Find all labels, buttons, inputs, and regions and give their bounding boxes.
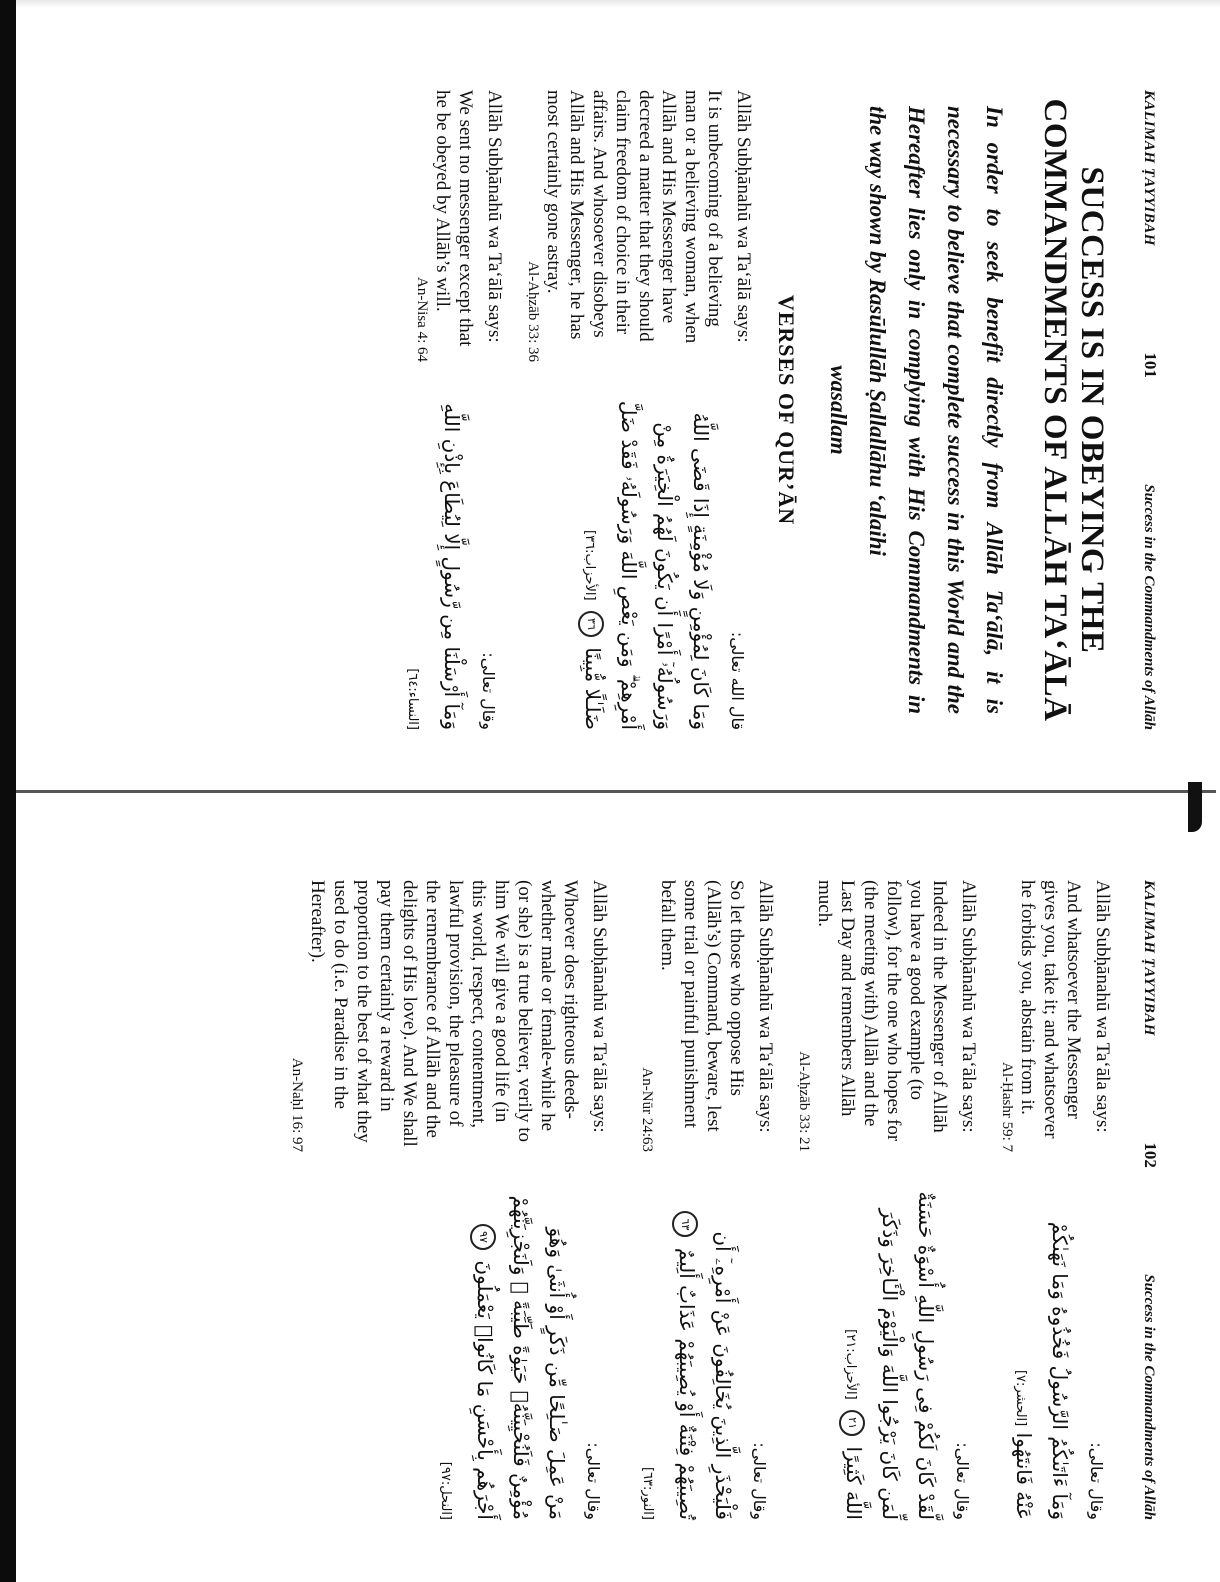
verse-reference: Al-Aḥzāb 33: 36 bbox=[525, 261, 541, 362]
verse-translation bbox=[795, 880, 980, 1152]
running-head bbox=[1128, 90, 1160, 730]
verse-text: We sent no messenger except that he be obeyed by Allāh’s will. bbox=[432, 90, 476, 347]
verse-intro: Allāh Subḥānahū wa Ta‘āla says: bbox=[1092, 880, 1113, 1133]
verse-text: Whoever does righteous deeds-whether male or female-while he (or she) is a true believer, verily to him We will give a good life (in this world, respect, contentment, lawful provision, the pleasure of the remembrance of Allāh and the delights of His love). And We shall pay them certainly a reward in proportion to the best of what they used to do (i.e. Paradise in the Hereafter). bbox=[307, 880, 581, 1147]
running-head-book-title: KALIMAH ṬAYYIBAH bbox=[1141, 90, 1157, 246]
verse-translation bbox=[394, 90, 506, 362]
running-head-chapter: Success in the Commandments of Allāh bbox=[1141, 1274, 1157, 1520]
verse-reference: Al-Aḥzāb 33: 21 bbox=[796, 1051, 812, 1152]
scan-edge bbox=[0, 0, 16, 1582]
arabic-text: وَمَا كَانَ لِمُؤْمِنٍ وَلَا مُؤْمِنَةٍ إِذَا قَضَى اللَّهُ وَرَسُولُهُۥٓ أَمْرًا أَن يَكُونَ لَهُمُ الْخِيَرَةُ مِنْ أَمْرِهِمْ ۗ وَمَن يَعْصِ اللَّهَ وَرَسُولَهُۥ فَقَدْ ضَلَّ ضَلَـٰلًا مُّبِينًا bbox=[581, 400, 713, 730]
arabic-intro: وقال تعالى: bbox=[479, 652, 498, 730]
scan-top-edge bbox=[16, 0, 1220, 8]
ayah-end-marker: ٢١ bbox=[840, 1410, 866, 1436]
arabic-intro: وقال تعالى: bbox=[953, 1442, 972, 1520]
verse-intro: Allāh Subḥānahū wa Ta‘ālā says: bbox=[589, 880, 610, 1133]
verse-intro: Allāh Subḥānahū wa Ta‘ālā says: bbox=[733, 90, 754, 343]
verse-arabic bbox=[288, 1190, 611, 1520]
running-head bbox=[1128, 880, 1160, 1520]
verse-arabic bbox=[998, 1190, 1114, 1520]
arabic-intro: وقال تعالى: bbox=[1087, 1442, 1106, 1520]
verse-text: Indeed in the Messenger of Allāh you have a good example (to follow), for the one who hopes for (the meeting with) Allāh and the Last Day and remembers Allāh much. bbox=[814, 880, 950, 1142]
verse-translation bbox=[629, 880, 777, 1152]
verse-text: It is unbecoming of a believing man or a believing woman, when Allāh and His Messenger have decreed a matter that they should claim freedom of choice in their affairs. And whosoever disobeys Allāh and His Messenger, he has most certainly gone astray. bbox=[543, 90, 725, 344]
verse-arabic bbox=[629, 1190, 777, 1520]
arabic-reference: [النور:٦٣] bbox=[640, 1467, 655, 1520]
arabic-reference: [الأحزاب:٣٦] bbox=[582, 530, 597, 601]
ayah-end-marker: ٩٧ bbox=[471, 1224, 497, 1250]
page-102 bbox=[90, 860, 1160, 1540]
verse-arabic bbox=[795, 1190, 980, 1520]
verse-text: And whatsoever the Messenger gives you, take it; and whatsoever he forbids you, abstain from it. bbox=[1017, 880, 1084, 1139]
running-head-chapter: Success in the Commandments of Allāh bbox=[1141, 484, 1157, 730]
verse-intro: Allāh Subḥānahū wa Ta‘ālā says: bbox=[484, 90, 505, 343]
verse-block bbox=[795, 880, 980, 1520]
verse-reference: An-Naḥl 16: 97 bbox=[289, 1057, 305, 1152]
verse-reference: Al-Ḥashr 59: 7 bbox=[999, 1062, 1015, 1152]
verse-arabic bbox=[524, 400, 755, 730]
page-fold bbox=[16, 790, 1216, 793]
arabic-text: فَلْيَحْذَرِ الَّذِينَ يُخَالِفُونَ عَنْ أَمْرِهِۦٓ أَن تُصِيبَهُمْ فِتْنَةٌ أَوْ يُصِيبَهُمْ عَذَابٌ أَلِيمٌ bbox=[675, 1231, 735, 1520]
section-title: VERSES OF QUR’ĀN bbox=[774, 294, 799, 526]
arabic-text: مَنْ عَمِلَ صَـٰلِحًا مِّن ذَكَرٍ أَوْ أُنثَىٰ وَهُوَ مُؤْمِنٌ فَلَنُحْيِيَنَّهُۥ حَيَوٰةً طَيِّبَةً ۖ وَلَنَجْزِيَنَّهُمْ أَجْرَهُم بِأَحْسَنِ مَا كَانُوا۟ يَعْمَلُونَ bbox=[473, 1195, 569, 1520]
arabic-reference: [الحشر:٧] bbox=[1013, 1369, 1028, 1427]
arabic-intro: وقال تعالى: bbox=[584, 1442, 603, 1520]
page-number: 102 bbox=[1141, 1142, 1160, 1168]
verse-intro: Allāh Subḥānahū wa Ta‘ālā says: bbox=[755, 880, 776, 1133]
verse-block bbox=[524, 90, 755, 730]
intro-text: In order to seek benefit directly from Allāh Ta‘ālā, it is necessary to believe that complete success in this World and the Hereafter lies only in complying with His Commandments in the way shown by Rasūlullāh Ṣallallāhu ‘alaihi bbox=[865, 106, 1007, 714]
ayah-end-marker: ٦٣ bbox=[673, 1211, 699, 1237]
ayah-end-marker: ٣٦ bbox=[579, 611, 605, 637]
verse-translation bbox=[998, 880, 1114, 1152]
running-head-book-title: KALIMAH ṬAYYIBAH bbox=[1141, 880, 1157, 1036]
chapter-title-line-2: COMMANDMENTS OF ALLĀH TA‘ĀLĀ bbox=[1037, 98, 1073, 722]
verse-reference: An-Nisa 4: 64 bbox=[414, 277, 430, 362]
arabic-intro: قال الله تعالى: bbox=[728, 631, 747, 730]
verse-block bbox=[998, 880, 1114, 1520]
arabic-reference: [الأحزاب:٢١] bbox=[843, 1329, 858, 1400]
arabic-text: وَمَآ ءَاتَىٰكُمُ الرَّسُولُ فَخُذُوهُ وَمَا نَهَىٰكُمْ عَنْهُ فَانتَهُوا bbox=[1012, 1221, 1072, 1520]
chapter-intro bbox=[819, 106, 1014, 714]
verse-text: So let those who oppose His (Allāh’s) Command, beware, lest some trial or painful punishment befall them. bbox=[657, 880, 747, 1132]
arabic-reference: [النساء:٦٤] bbox=[405, 668, 420, 730]
verse-translation bbox=[288, 880, 611, 1152]
chapter-title bbox=[1036, 90, 1128, 730]
arabic-text: لَّقَدْ كَانَ لَكُمْ فِى رَسُولِ اللَّهِ أُسْوَةٌ حَسَنَةٌ لِّمَن كَانَ يَرْجُوا اللَّهَ وَالْيَوْمَ الْـَٔاخِرَ وَذَكَرَ اللَّهَ كَثِيرًا bbox=[842, 1191, 938, 1520]
verse-translation bbox=[524, 90, 755, 362]
binding-notch bbox=[1188, 782, 1202, 832]
arabic-reference: [النحل:٩٧] bbox=[438, 1461, 453, 1520]
arabic-text: وَمَآ أَرْسَلْنَا مِن رَّسُولٍ إِلَّا لِيُطَاعَ بِإِذْنِ اللَّهِ bbox=[440, 403, 464, 730]
verse-reference: An-Nūr 24:63 bbox=[639, 1067, 655, 1152]
arabic-intro: وقال تعالى: bbox=[750, 1442, 769, 1520]
chapter-title-line-1: SUCCESS IS IN OBEYING THE bbox=[1074, 166, 1110, 654]
page-101 bbox=[90, 70, 1160, 750]
verse-intro: Allāh Subḥānahū wa Ta‘āla says: bbox=[958, 880, 979, 1133]
intro-last-word: wasallam bbox=[826, 365, 851, 455]
verse-block bbox=[394, 90, 506, 730]
verse-block bbox=[629, 880, 777, 1520]
page-number: 101 bbox=[1141, 352, 1160, 378]
verse-arabic bbox=[394, 400, 506, 730]
verse-block bbox=[288, 880, 611, 1520]
